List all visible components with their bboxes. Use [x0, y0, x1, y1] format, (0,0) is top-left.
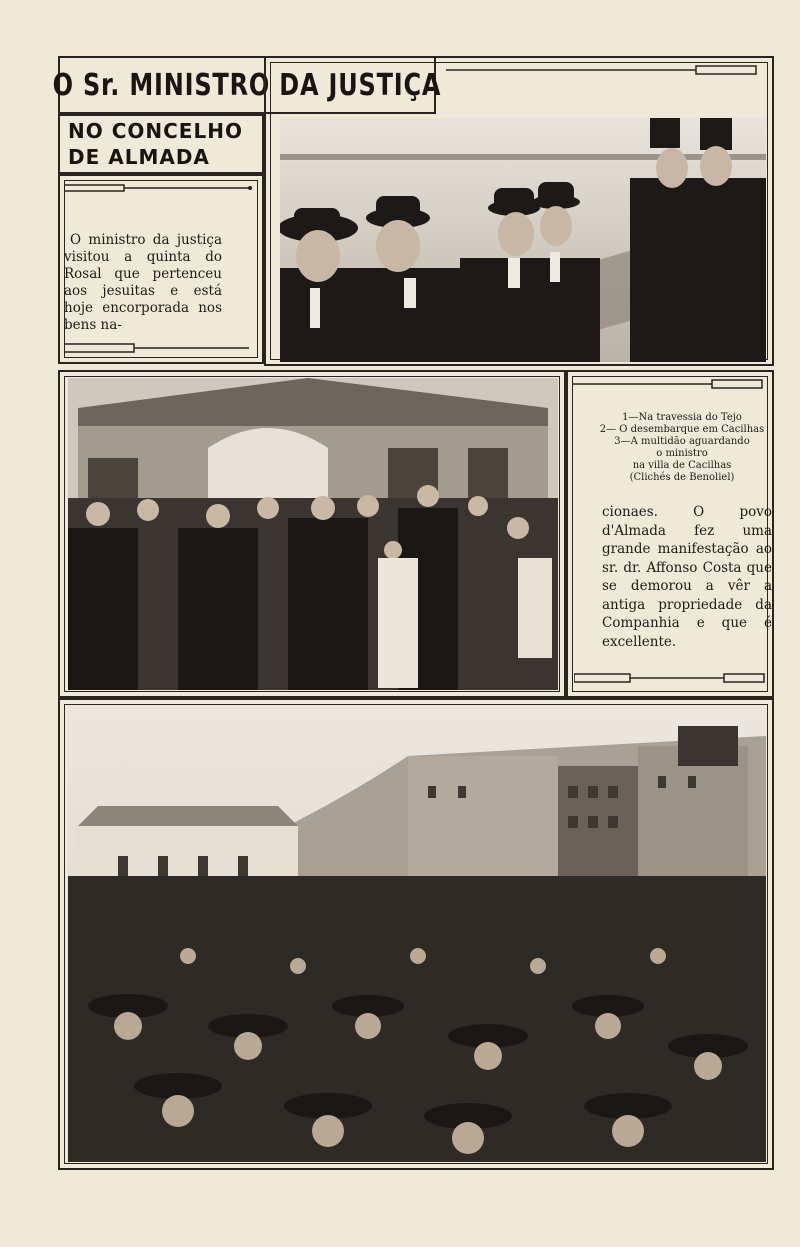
caption-line: o ministro	[656, 448, 708, 459]
caption-line: na villa de Cacilhas	[632, 460, 732, 471]
continuation-paragraph: cionaes. O povo d'Almada fez uma grande manifestação ao sr. dr. Affonso Costa que se demorou a vêr a antiga propriedade da Companhia e que é excellente.	[602, 504, 772, 650]
subtitle-line-1: NO CONCELHO	[68, 119, 243, 143]
photo-captions	[592, 412, 772, 484]
ornament-divider	[446, 64, 762, 76]
intro-paragraph: O ministro da justiça visitou a quinta do Rosal que pertenceu aos jesuitas e está hoje encorporada nos bens na-	[64, 232, 222, 333]
subtitle-line-2: DE ALMADA	[68, 145, 210, 169]
subtitle-banner	[58, 114, 264, 174]
ornament-divider	[64, 182, 254, 194]
caption-credit: (Clichés de Benoliel)	[629, 472, 735, 483]
photo-3-crowd-cacilhas	[68, 706, 766, 1162]
ornament-divider	[64, 342, 254, 354]
ornament-divider	[572, 378, 768, 390]
caption-line: 1—Na travessia do Tejo	[622, 412, 742, 423]
page-title: O Sr. MINISTRO DA JUSTIÇA	[52, 67, 442, 103]
photo-2-landing-cacilhas	[68, 378, 558, 690]
caption-line: 2— O desembarque em Cacilhas	[599, 424, 765, 435]
ornament-divider	[574, 672, 768, 684]
caption-line: 3—A multidão aguardando	[614, 436, 750, 447]
photo-1-crossing-tejo	[280, 118, 766, 362]
